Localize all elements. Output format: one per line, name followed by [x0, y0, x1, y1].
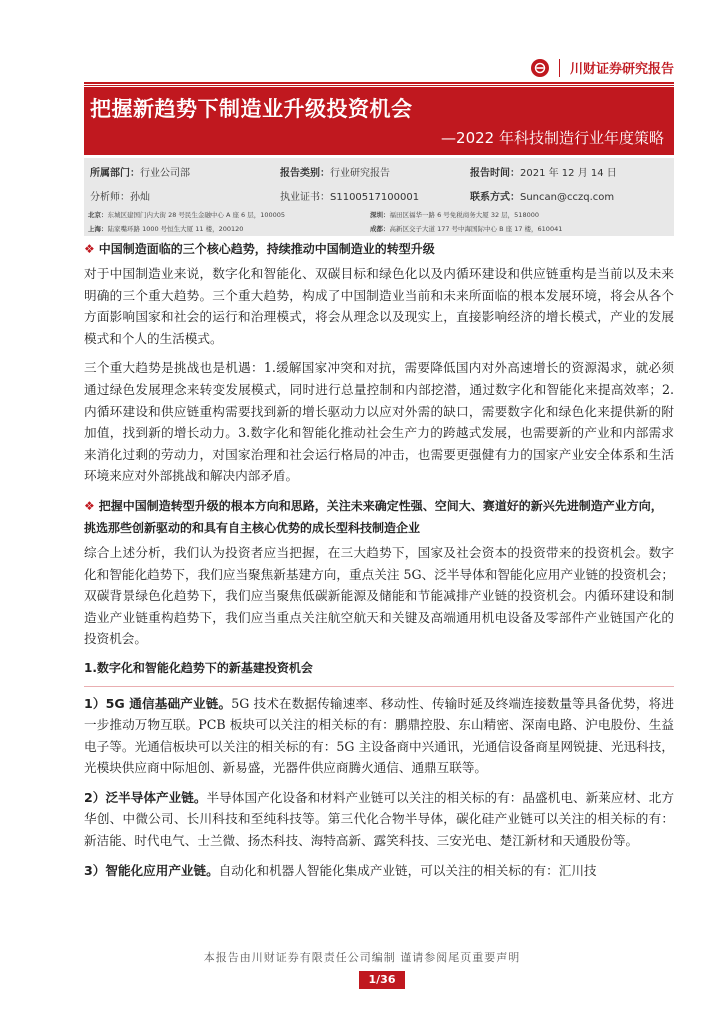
meta-dept: 所属部门：行业公司部 [90, 168, 190, 179]
meta-type: 报告类别：行业研究报告 [280, 168, 390, 179]
page-header [0, 0, 724, 86]
report-subtitle: —2022 年科技制造行业年度策略 [441, 129, 664, 147]
meta-cert: 执业证书：S1100517100001 [280, 192, 420, 203]
subsection-rule [84, 686, 674, 687]
section-heading-2: ❖ 把握中国制造转型升级的根本方向和思路，关注未来确定性强、空间大、赛道好的新兴先进制造产业方向，挑选那些创新驱动的和具有自主核心优势的成长型科技制造企业 [84, 498, 663, 535]
addr-shanghai: 上海：陆家嘴环路 1000 号恒生大厦 11 楼，200120 [88, 225, 244, 233]
brand-separator [559, 59, 560, 77]
title-banner [84, 87, 674, 155]
report-body [84, 238, 674, 889]
addr-shenzhen: 深圳：福田区福华一路 6 号免税商务大厦 32 层，518000 [370, 211, 539, 219]
paragraph: 1）5G 通信基础产业链。5G 技术在数据传输速率、移动性、传输时延及终端连接数量等具备优势，将进一步推动万物互联。PCB 板块可以关注的相关标的有：鹏鼎控股、东山精密、深南电路、沪电股份、生益电子等。光通信板块可以关注的相关标的有：5G 主设备商中兴通讯，光通信设备商星网锐捷、光迅科技，光模块供应商中际旭创、新易盛，光器件供应商腾火通信、通鼎互联等。 [84, 695, 675, 776]
diamond-bullet-icon: ❖ [84, 242, 95, 256]
paragraph: 3）智能化应用产业链。自动化和机器人智能化集成产业链，可以关注的相关标的有：汇川技 [84, 862, 597, 878]
report-title: 把握新趋势下制造业升级投资机会 [90, 97, 413, 121]
header-rule [84, 82, 674, 84]
meta-contact: 联系方式：Suncan@cczq.com [470, 192, 615, 203]
addr-chengdu: 成都：高新区交子大道 177 号中海国际中心 B 座 17 楼，610041 [370, 225, 563, 233]
chuancai-logo-icon [531, 59, 549, 77]
header-rule-thin [84, 85, 674, 86]
section-heading-1: ❖ 中国制造面临的三个核心趋势，持续推动中国制造业的转型升级 [84, 242, 435, 256]
meta-time: 报告时间：2021 年 12 月 14 日 [470, 168, 617, 179]
diamond-bullet-icon: ❖ [84, 498, 95, 513]
paragraph: 对于中国制造业来说，数字化和智能化、双碳目标和绿色化以及内循环建设和供应链重构是当前以及未来明确的三个重大趋势。三个重大趋势，构成了中国制造业当前和未来所面临的根本发展环境，将会从各个方面影响国家和社会的运行和治理模式，将会从理念以及现实上，直接影响经济的增长模式，产业的发展模式和个人的生活模式。 [84, 266, 674, 346]
page-number: 1/36 [359, 971, 405, 989]
addr-beijing: 北京：东城区建国门内大街 28 号民生金融中心 A 座 6 层，100005 [88, 211, 286, 219]
report-meta [84, 158, 674, 236]
paragraph: 综合上述分析，我们认为投资者应当把握，在三大趋势下，国家及社会资本的投资带来的投资机会。数字化和智能化趋势下，我们应当聚焦新基建方向，重点关注 5G、泛半导体和智能化应用产业链的投资机会；双碳背景绿色化趋势下，我们应当聚焦低碳新能源及储能和节能减排产业链的投资机会。内循环建设和制造业产业链重构趋势下，我们应当重点关注航空航天和关键及高端通用机电设备及零部件产业链国产化的投资机会。 [84, 544, 674, 647]
brand-name: 川财证券研究报告 [569, 62, 674, 77]
paragraph: 2）泛半导体产业链。半导体国产化设备和材料产业链可以关注的相关标的有：晶盛机电、新莱应材、北方华创、中微公司、长川科技和至纯科技等。第三代化合物半导体，碳化硅产业链可以关注的相关标的有：新洁能、时代电气、士兰微、扬杰科技、海特高新、露笑科技、三安光电、楚江新材和天通股份等。 [84, 789, 675, 849]
meta-analyst: 分析师：孙灿 [90, 192, 150, 203]
paragraph: 三个重大趋势是挑战也是机遇：1.缓解国家冲突和对抗，需要降低国内对外高速增长的资源渴求，就必须通过绿色发展理念来转变发展模式，同时进行总量控制和内部挖潜，通过数字化和智能化来提高效率；2.内循环建设和供应链重构需要找到新的增长驱动力以应对外需的缺口，需要数字化和绿色化来提供新的附加值，找到新的增长动力。3.数字化和智能化推动社会生产力的跨越式发展，也需要新的产业和内部需求来消化过剩的劳动力，对国家治理和社会运行格局的冲击，也需要更强健有力的国家产业安全体系和生活环境来应对外部挑战和解决内部矛盾。 [84, 360, 674, 484]
brand [531, 58, 674, 77]
subsection-heading-1: 1.数字化和智能化趋势下的新基建投资机会 [84, 660, 313, 675]
footer-disclaimer: 本报告由川财证券有限责任公司编制 谨请参阅尾页重要声明 [203, 951, 521, 964]
